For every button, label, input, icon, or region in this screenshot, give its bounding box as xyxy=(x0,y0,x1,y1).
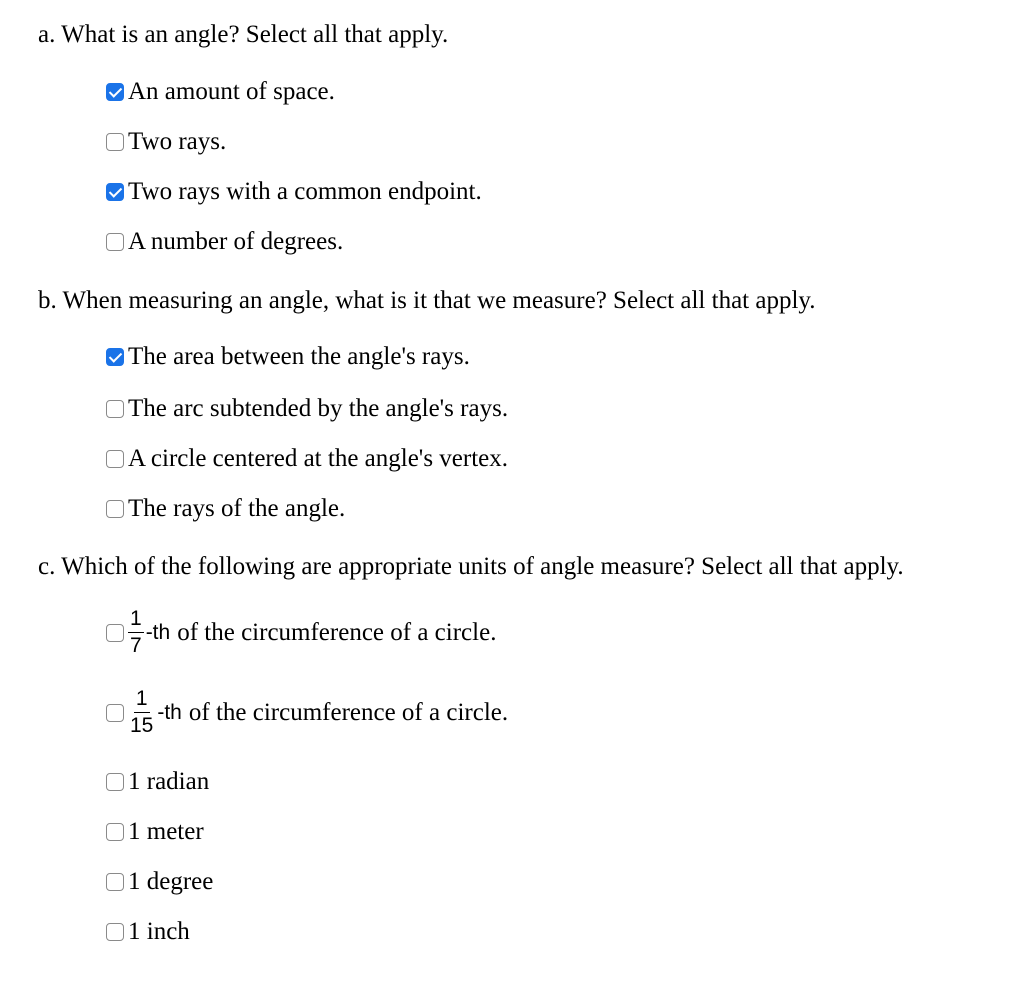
checkbox[interactable] xyxy=(106,133,124,151)
question-b-option-2[interactable] xyxy=(106,394,508,424)
question-b-prompt: b. When measuring an angle, what is it that we measure? Select all that apply. xyxy=(38,287,816,314)
question-a-option-1[interactable] xyxy=(106,77,335,107)
question-c-option-2[interactable] xyxy=(106,688,508,737)
question-a-prompt: a. What is an angle? Select all that apply. xyxy=(38,21,449,48)
checkbox[interactable] xyxy=(106,923,124,941)
question-c-option-5[interactable] xyxy=(106,867,213,897)
option-label: A number of degrees. xyxy=(128,228,344,255)
option-label: 1 radian xyxy=(128,768,210,795)
checkbox[interactable] xyxy=(106,704,124,722)
fraction-numerator: 1 xyxy=(128,608,144,633)
option-label: The arc subtended by the angle's rays. xyxy=(128,395,509,422)
option-label: The area between the angle's rays. xyxy=(128,343,470,370)
fraction-denominator: 15 xyxy=(130,714,154,737)
option-label: of the circumference of a circle. xyxy=(188,698,509,726)
checkbox[interactable] xyxy=(106,83,124,101)
checkbox[interactable] xyxy=(106,624,124,642)
checkbox[interactable] xyxy=(106,450,124,468)
question-a-option-4[interactable] xyxy=(106,227,343,257)
question-c-option-6[interactable] xyxy=(106,917,190,947)
question-a-option-2[interactable] xyxy=(106,127,226,157)
question-b-option-1[interactable] xyxy=(106,342,470,372)
option-label: of the circumference of a circle. xyxy=(177,618,497,646)
option-label: 1 inch xyxy=(128,918,190,945)
checkbox[interactable] xyxy=(106,233,124,251)
fraction-numerator: 1 xyxy=(134,688,150,713)
fraction-suffix: -th xyxy=(145,620,171,644)
option-label: The rays of the angle. xyxy=(128,495,346,522)
option-label: Two rays with a common endpoint. xyxy=(128,178,482,205)
question-c-option-4[interactable] xyxy=(106,817,204,847)
fraction-suffix: -th xyxy=(157,700,182,724)
option-label: Two rays. xyxy=(128,128,227,155)
checkbox[interactable] xyxy=(106,823,124,841)
question-c-option-1[interactable] xyxy=(106,608,496,657)
option-label: A circle centered at the angle's vertex. xyxy=(128,445,509,472)
question-b-option-3[interactable] xyxy=(106,444,508,474)
question-a-option-3[interactable] xyxy=(106,177,482,207)
checkbox[interactable] xyxy=(106,400,124,418)
question-b-option-4[interactable] xyxy=(106,494,345,524)
checkbox[interactable] xyxy=(106,500,124,518)
fraction xyxy=(128,688,155,737)
fraction-denominator: 7 xyxy=(130,634,142,657)
question-c-prompt: c. Which of the following are appropriate units of angle measure? Select all that apply. xyxy=(38,553,904,580)
checkbox[interactable] xyxy=(106,873,124,891)
option-label: An amount of space. xyxy=(128,78,335,105)
checkbox[interactable] xyxy=(106,183,124,201)
question-c-option-3[interactable] xyxy=(106,767,209,797)
fraction xyxy=(128,608,144,657)
checkbox[interactable] xyxy=(106,773,124,791)
option-label: 1 degree xyxy=(128,868,214,895)
checkbox[interactable] xyxy=(106,348,124,366)
option-label: 1 meter xyxy=(128,818,204,845)
